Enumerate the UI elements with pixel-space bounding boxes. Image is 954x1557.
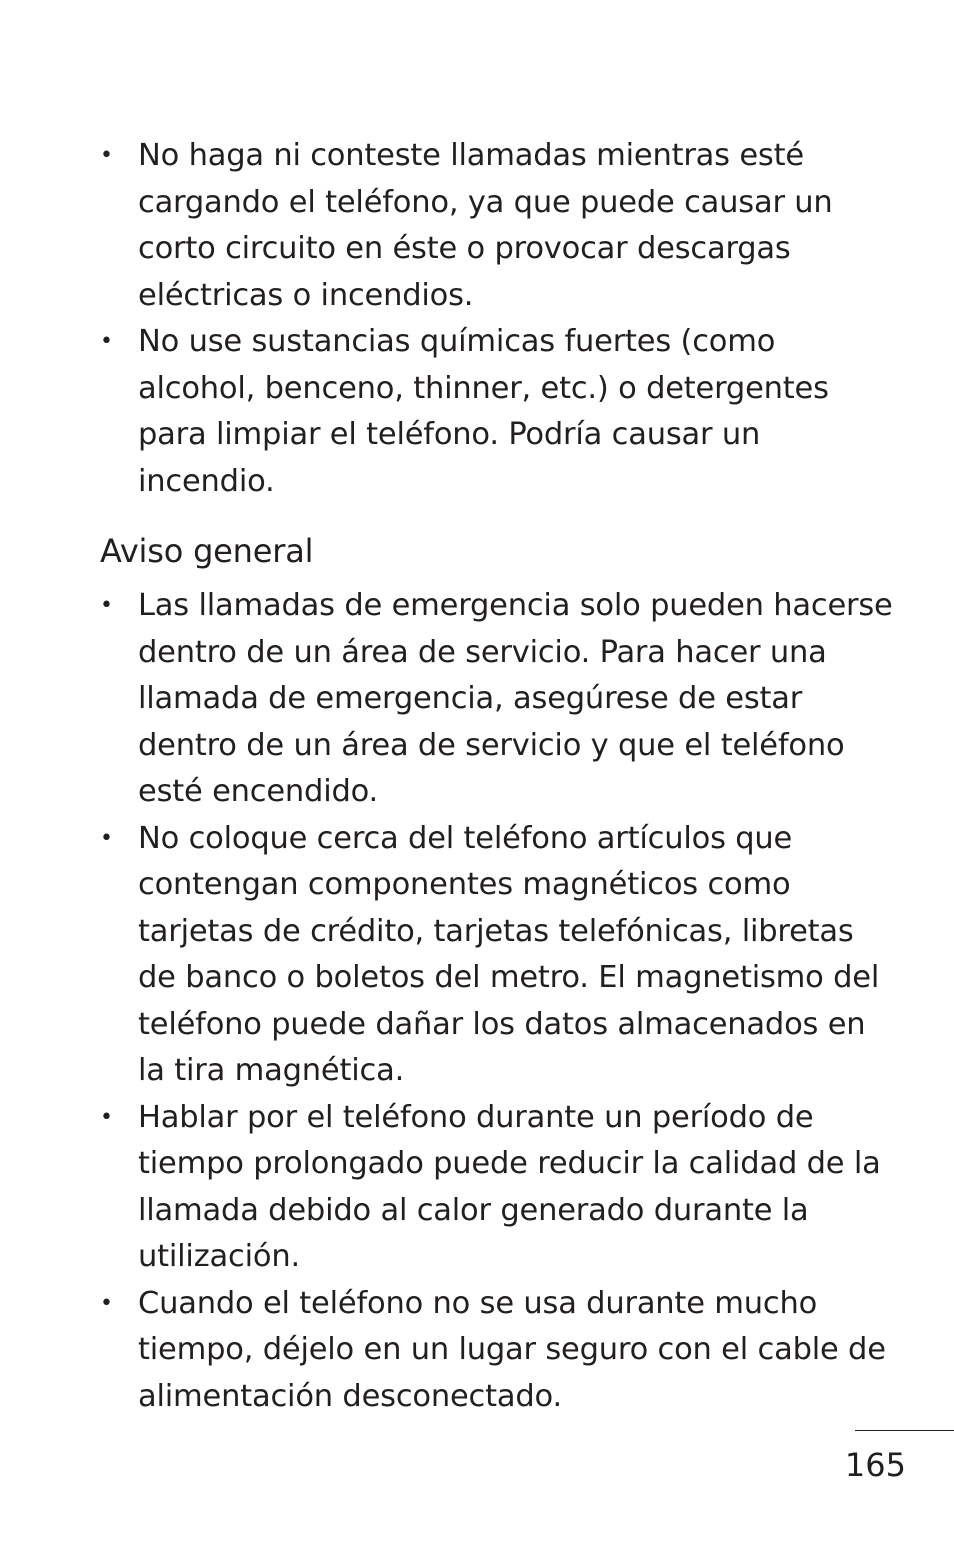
bullet-icon: •	[100, 1290, 113, 1316]
page-number: 165	[844, 1446, 906, 1484]
list-item-text: Hablar por el teléfono durante un período de tiempo prolongado puede reducir la calidad de la llamada debido al calor generado durante la utilización.	[138, 1099, 881, 1274]
list-item-text: No use sustancias químicas fuertes (como alcohol, benceno, thinner, etc.) o detergentes para limpiar el teléfono. Podría causar un incendio.	[138, 324, 829, 499]
bullet-icon: •	[100, 1104, 113, 1130]
list-item	[100, 583, 900, 816]
list-item	[100, 1095, 900, 1281]
section-heading: Aviso general	[100, 532, 314, 570]
bullet-icon: •	[100, 593, 113, 618]
general-notice-list	[100, 583, 900, 1420]
list-item-text: Cuando el teléfono no se usa durante mucho tiempo, déjelo en un lugar seguro con el cable de alimentación desconectado.	[138, 1285, 886, 1414]
bullet-icon: •	[100, 329, 113, 354]
list-item-text: No haga ni conteste llamadas mientras esté cargando el teléfono, ya que puede causar un corto circuito en éste o provocar descargas eléctricas o incendios.	[138, 138, 833, 313]
list-item	[100, 816, 900, 1095]
list-item-text: Las llamadas de emergencia solo pueden hacerse dentro de un área de servicio. Para hacer una llamada de emergencia, asegúrese de estar dentro de un área de servicio y que el teléfono esté encendido.	[138, 588, 893, 809]
list-item-text: No coloque cerca del teléfono artículos que contengan componentes magnéticos como tarjetas de crédito, tarjetas telefónicas, libretas de banco o boletos del metro. El magnetismo del teléfono puede dañar los datos almacenados en la tira magnética.	[138, 820, 880, 1088]
bullet-icon: •	[100, 143, 113, 168]
list-item	[100, 319, 900, 505]
list-item	[100, 1281, 900, 1421]
bullet-icon: •	[100, 825, 113, 851]
list-item	[100, 133, 900, 319]
safety-bullet-list	[100, 133, 900, 505]
footer-divider	[855, 1430, 954, 1431]
